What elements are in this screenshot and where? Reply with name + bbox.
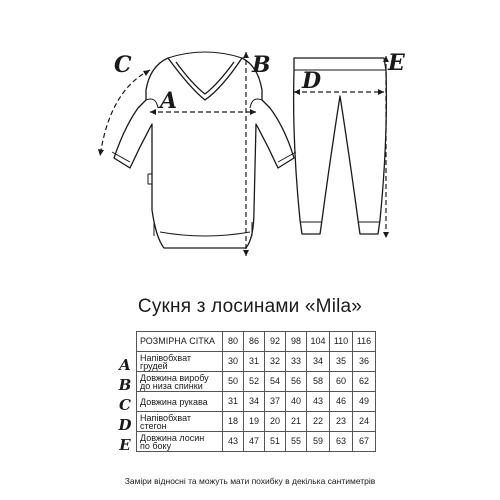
table-row [137,352,376,372]
size-value-cell: 24 [353,412,376,432]
measurement-label [137,352,223,372]
measurement-label-line: Напівобхват [140,352,192,363]
size-value-cell: 20 [265,412,286,432]
size-value-cell: 40 [286,392,307,412]
size-value-cell: 32 [265,352,286,372]
size-value-cell: 47 [244,432,265,452]
size-value-cell: 36 [353,352,376,372]
measurement-lines [100,52,386,256]
size-header-cell: 86 [244,332,265,352]
size-value-cell: 50 [223,372,244,392]
size-value-cell: 60 [330,372,353,392]
measurement-label-line: Довжина рукава [140,396,208,407]
measurement-label-line: стегон [140,420,167,431]
measurement-label-line: грудей [140,360,168,371]
footnote: Заміри відносні та можуть мати похибку в декілька сантиметрів [124,476,376,486]
table-row [137,392,376,412]
row-letter-e: E [119,436,131,454]
size-header-cell: 110 [330,332,353,352]
measurement-arrowheads [98,52,389,256]
table-row [137,432,376,452]
table-row [137,412,376,432]
measure-label-a: A [160,88,178,114]
measurement-label [137,432,223,452]
size-value-cell: 18 [223,412,244,432]
row-letter-b: B [118,376,132,394]
size-header-cell: 116 [353,332,376,352]
size-value-cell: 43 [223,432,244,452]
size-value-cell: 34 [244,392,265,412]
measurement-label [137,372,223,392]
measure-label-d: D [302,68,322,94]
size-value-cell: 49 [353,392,376,412]
row-letter-c: C [119,396,131,414]
size-value-cell: 54 [265,372,286,392]
size-value-cell: 51 [265,432,286,452]
measurement-label [137,392,223,412]
size-value-cell: 30 [223,352,244,372]
size-header-cell: 98 [286,332,307,352]
size-value-cell: 56 [286,372,307,392]
size-value-cell: 19 [244,412,265,432]
size-grid-header: РОЗМІРНА СІТКА [137,332,223,352]
size-value-cell: 22 [307,412,330,432]
size-table [136,331,376,452]
size-header-cell: 92 [265,332,286,352]
size-value-cell: 43 [307,392,330,412]
size-value-cell: 62 [353,372,376,392]
size-value-cell: 46 [330,392,353,412]
size-value-cell: 35 [330,352,353,372]
table-row [137,372,376,392]
size-table-header-row [137,332,376,352]
size-value-cell: 31 [223,392,244,412]
size-header-cell: 80 [223,332,244,352]
size-value-cell: 37 [265,392,286,412]
size-value-cell: 67 [353,432,376,452]
size-header-cell: 104 [307,332,330,352]
measure-label-c: C [114,52,132,78]
measurement-label-line: до низа спинки [140,380,203,391]
measure-label-b: B [252,52,271,78]
measurement-label-line: Довжина лосин [140,432,205,443]
measurement-label-line: по боку [140,440,172,451]
size-value-cell: 34 [307,352,330,372]
measurement-label [137,412,223,432]
size-value-cell: 59 [307,432,330,452]
size-value-cell: 23 [330,412,353,432]
size-value-cell: 63 [330,432,353,452]
size-value-cell: 33 [286,352,307,372]
size-value-cell: 52 [244,372,265,392]
measurement-label-line: Довжина виробу [140,372,209,383]
size-value-cell: 55 [286,432,307,452]
row-letter-a: A [119,356,131,374]
dress-drawing [112,52,296,248]
size-value-cell: 21 [286,412,307,432]
size-value-cell: 31 [244,352,265,372]
row-letter-d: D [118,416,132,434]
page-title: Сукня з лосинами «Mila» [137,296,363,317]
measure-label-e: E [388,50,405,76]
size-value-cell: 58 [307,372,330,392]
measurement-label-line: Напівобхват [140,412,192,423]
